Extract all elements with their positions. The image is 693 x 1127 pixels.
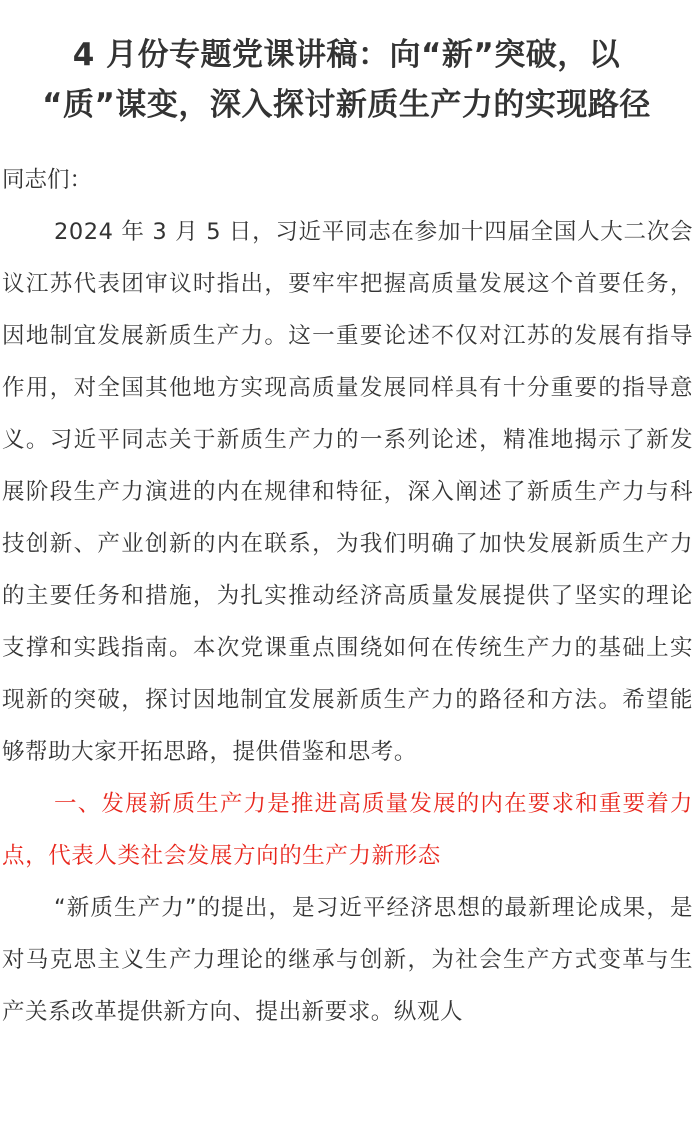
section-paragraph: “新质生产力”的提出，是习近平经济思想的最新理论成果，是对马克思主义生产力理论的继承与创新，为社会生产方式变革与生产关系改革提供新方向、提出新要求。纵观人 — [2, 895, 693, 1025]
salutation: 同志们： — [2, 167, 93, 193]
intro-paragraph: 2024 年 3 月 5 日，习近平同志在参加十四届全国人大二次会议江苏代表团审议时指出，要牢牢把握高质量发展这个首要任务，因地制宜发展新质生产力。这一重要论述不仅对江苏的发展有指导作用，对全国其他地方实现高质量发展同样具有十分重要的指导意义。习近平同志关于新质生产力的一系列论述，精准地揭示了新发展阶段生产力演进的内在规律和特征，深入阐述了新质生产力与科技创新、产业创新的内在联系，为我们明确了加快发展新质生产力的主要任务和措施，为扎实推动经济高质量发展提供了坚实的理论支撑和实践指南。本次党课重点围绕如何在传统生产力的基础上实现新的突破，探讨因地制宜发展新质生产力的路径和方法。希望能够帮助大家开拓思路，提供借鉴和思考。 — [2, 219, 693, 765]
section-heading: 一、发展新质生产力是推进高质量发展的内在要求和重要着力点，代表人类社会发展方向的生产力新形态 — [2, 791, 693, 869]
document-title — [0, 30, 693, 130]
title-line-2: “质”谋变，深入探讨新质生产力的实现路径 — [42, 87, 651, 123]
document-page — [0, 30, 693, 1127]
title-line-1: 4 月份专题党课讲稿：向“新”突破，以 — [72, 37, 621, 73]
